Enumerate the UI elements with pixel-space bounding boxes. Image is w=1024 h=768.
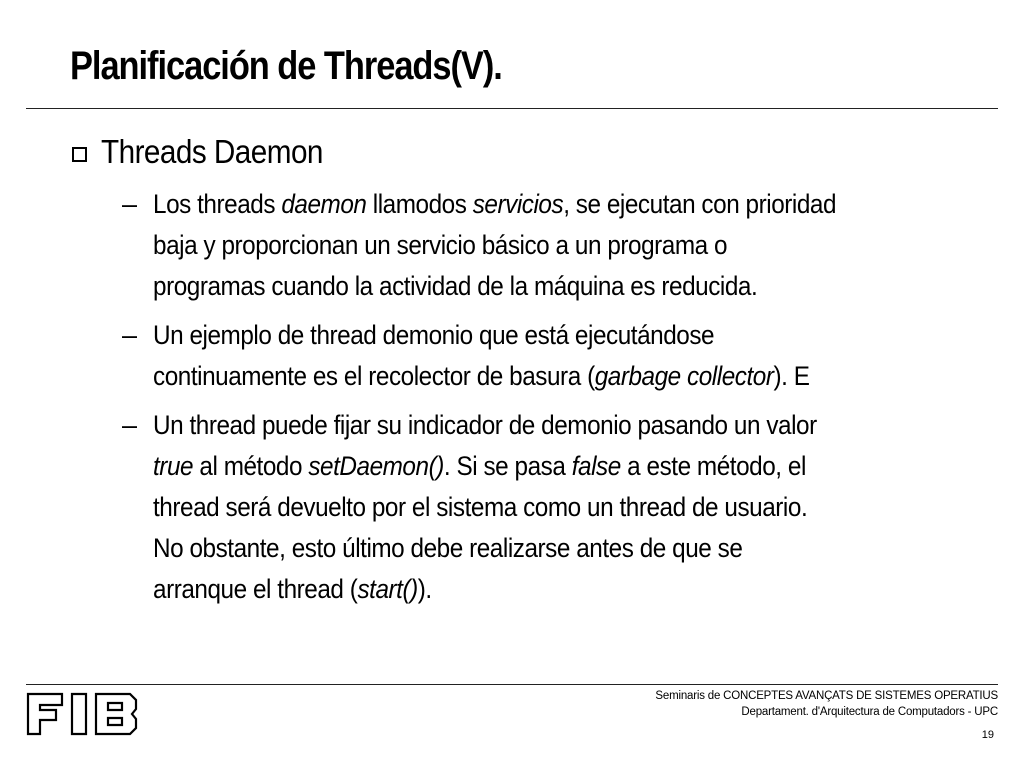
text-line	[153, 487, 817, 528]
bullet-threads-daemon	[72, 130, 348, 174]
square-bullet-icon	[72, 147, 87, 162]
text-line	[153, 356, 810, 397]
text-line	[153, 569, 817, 610]
text-line	[153, 266, 836, 307]
italic-term: garbage collector	[594, 361, 774, 391]
text-run: al método	[193, 451, 309, 481]
text-run: continuamente es el recolector de basura (	[153, 361, 595, 391]
text-run: ). E	[773, 361, 810, 391]
text-line	[153, 184, 836, 225]
title-divider	[26, 108, 998, 109]
italic-term: start()	[357, 574, 418, 604]
sub-bullet-3	[122, 405, 1002, 610]
sub-bullet-text	[153, 405, 891, 610]
slide-title: Planificación de Threads(V).	[70, 44, 502, 88]
sub-bullet-text	[153, 315, 882, 397]
italic-term: servicios	[472, 189, 564, 219]
footer-course: Seminaris de CONCEPTES AVANÇATS DE SISTEMES OPERATIUS	[655, 690, 998, 702]
sub-bullet-1	[122, 184, 1002, 307]
text-run: , se ejecutan con prioridad	[563, 189, 837, 219]
text-run: ).	[417, 574, 432, 604]
text-run: . Si se pasa	[443, 451, 572, 481]
text-run: Un thread puede fijar su indicador de demonio pasando un valor	[153, 410, 817, 440]
text-line	[153, 528, 817, 569]
dash-bullet-icon: –	[122, 320, 138, 350]
text-line	[153, 315, 810, 356]
text-line	[153, 446, 817, 487]
sub-bullet-text	[153, 184, 912, 307]
text-run: arranque el thread (	[153, 574, 358, 604]
text-run: No obstante, esto último debe realizarse antes de que se	[153, 533, 743, 563]
sub-bullet-2	[122, 315, 1002, 397]
italic-term: daemon	[281, 189, 367, 219]
text-run: thread será devuelto por el sistema como un thread de usuario.	[153, 492, 808, 522]
text-line	[153, 405, 817, 446]
text-line	[153, 225, 836, 266]
fib-logo-icon	[26, 692, 138, 741]
italic-term: true	[153, 451, 194, 481]
text-run: llamodos	[366, 189, 473, 219]
footer-info	[655, 688, 998, 720]
fib-logo-graphic	[26, 692, 138, 736]
dash-bullet-icon: –	[122, 410, 138, 440]
italic-term: setDaemon()	[308, 451, 444, 481]
bullet-text: Threads Daemon	[101, 133, 323, 170]
italic-term: false	[571, 451, 621, 481]
dash-bullet-icon: –	[122, 189, 138, 219]
text-run: programas cuando la actividad de la máquina es reducida.	[153, 271, 758, 301]
text-run: Los threads	[153, 189, 282, 219]
page-number: 19	[981, 729, 994, 741]
text-run: a este método, el	[620, 451, 806, 481]
footer-divider	[26, 684, 998, 685]
text-run: Un ejemplo de thread demonio que está ejecutándose	[153, 320, 715, 350]
footer-department: Departament. d'Arquitectura de Computadors - UPC	[741, 706, 998, 718]
text-run: baja y proporcionan un servicio básico a un programa o	[153, 230, 728, 260]
sub-bullet-list	[122, 184, 1002, 618]
